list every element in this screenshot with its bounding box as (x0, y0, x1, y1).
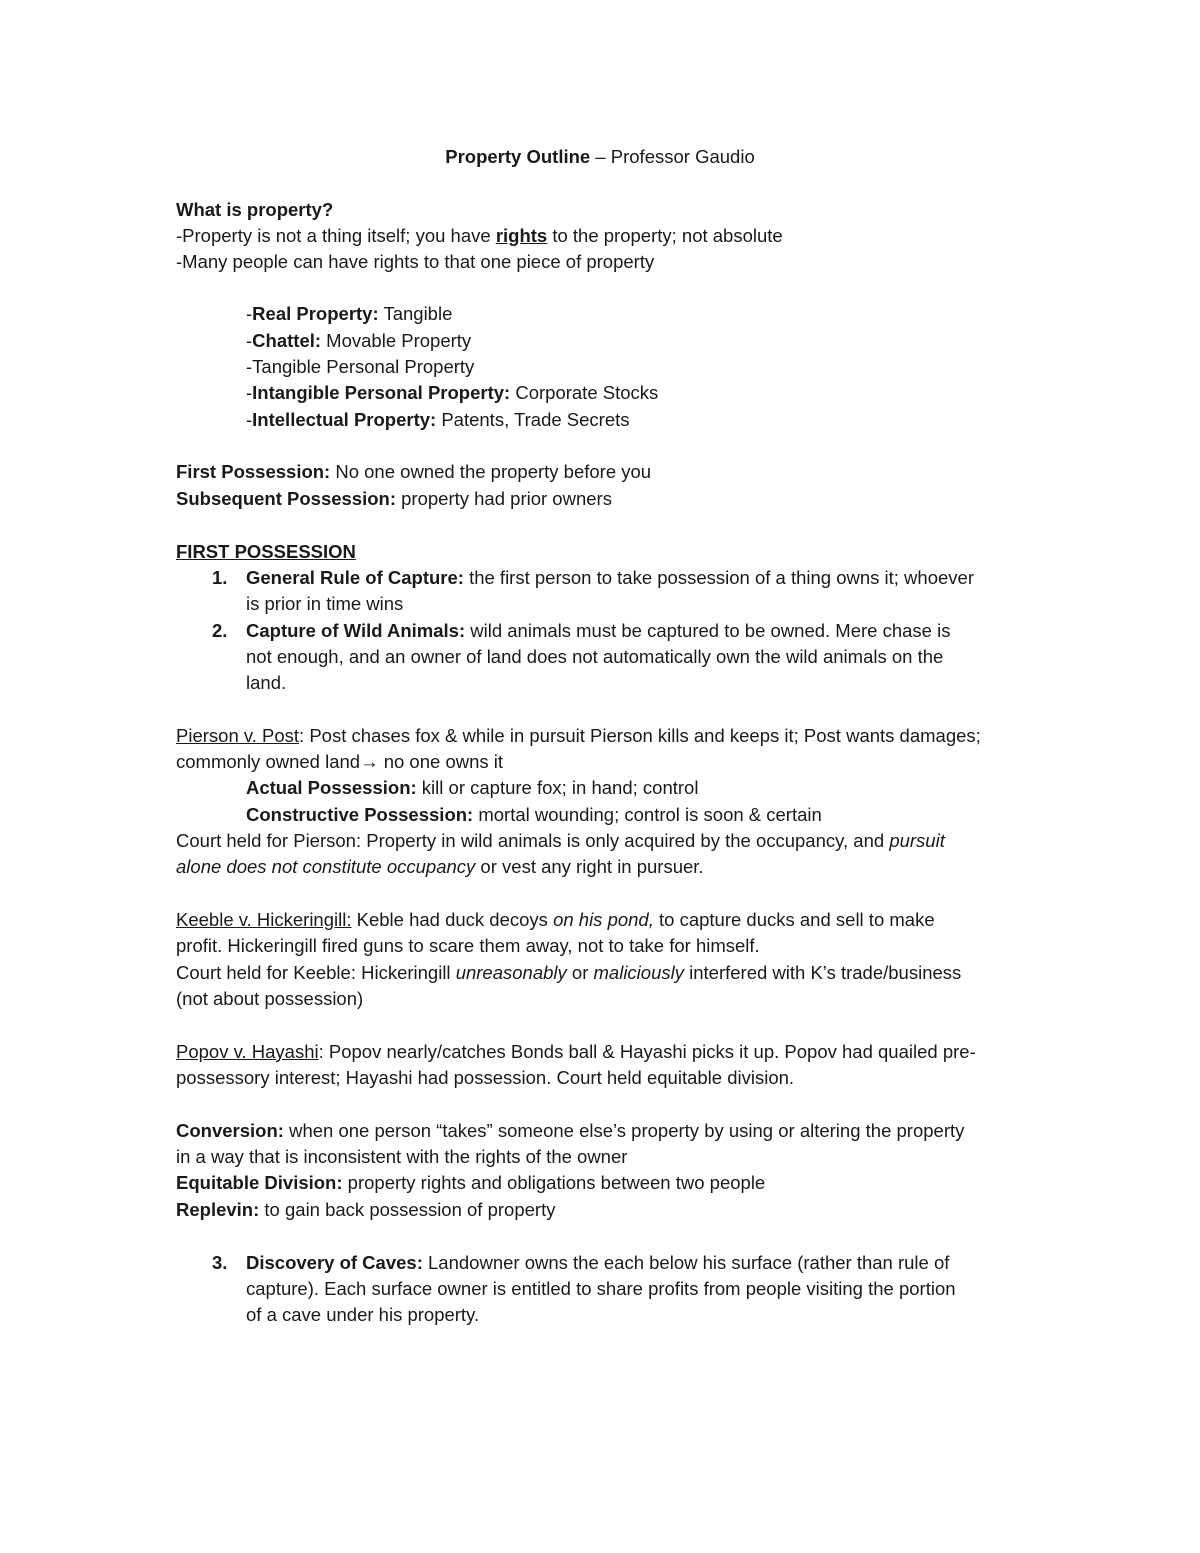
rule-wild-animals-line: land. (246, 672, 287, 693)
first-possession-definition: First Possession: No one owned the property before you (176, 461, 652, 482)
case-popov-line: Popov v. Hayashi: Popov nearly/catches Bonds ball & Hayashi picks it up. Popov had quailed pre- (176, 1041, 976, 1062)
arrow-icon: → (360, 751, 379, 772)
property-type-item: -Tangible Personal Property (246, 356, 475, 377)
case-name: Keeble v. Hickeringill: (176, 909, 352, 930)
property-type-item: -Intellectual Property: Patents, Trade Secrets (246, 409, 630, 430)
case-keeble-holding: Court held for Keeble: Hickeringill unreasonably or maliciously interfered with K’s trade/business (176, 962, 962, 983)
actual-possession-definition: Actual Possession: kill or capture fox; in hand; control (246, 777, 699, 798)
case-pierson-line: Pierson v. Post: Post chases fox & while in pursuit Pierson kills and keeps it; Post wants damages; (176, 725, 981, 746)
intro-line-1: -Property is not a thing itself; you have rights to the property; not absolute (176, 225, 783, 246)
rule-wild-animals-line: Capture of Wild Animals: wild animals must be captured to be owned. Mere chase is (246, 620, 951, 641)
case-popov-line: possessory interest; Hayashi had possession. Court held equitable division. (176, 1067, 795, 1088)
case-name: Pierson v. Post (176, 725, 300, 746)
conversion-definition: Conversion: when one person “takes” someone else’s property by using or altering the property (176, 1120, 965, 1141)
case-pierson-holding: alone does not constitute occupancy or vest any right in pursuer. (176, 856, 704, 877)
intro-line-2: -Many people can have rights to that one piece of property (176, 251, 655, 272)
rule-caves-line: capture). Each surface owner is entitled to share profits from people visiting the portion (246, 1278, 956, 1299)
conversion-definition: in a way that is inconsistent with the rights of the owner (176, 1146, 628, 1167)
case-pierson-line: commonly owned land→ no one owns it (176, 751, 504, 772)
rule-wild-animals-line: not enough, and an owner of land does not automatically own the wild animals on the (246, 646, 944, 667)
equitable-division-definition: Equitable Division: property rights and obligations between two people (176, 1172, 766, 1193)
case-keeble-holding: (not about possession) (176, 988, 364, 1009)
list-number: 2. (212, 620, 228, 641)
rule-caves-line: of a cave under his property. (246, 1304, 480, 1325)
case-pierson-holding: Court held for Pierson: Property in wild animals is only acquired by the occupancy, and pursuit (176, 830, 945, 851)
case-name: Popov v. Hayashi (176, 1041, 319, 1062)
intro-heading: What is property? (176, 199, 334, 220)
rule-capture-line: General Rule of Capture: the first person to take possession of a thing owns it; whoever (246, 567, 974, 588)
section-heading: FIRST POSSESSION (176, 541, 356, 562)
rule-capture-line: is prior in time wins (246, 593, 404, 614)
list-number: 1. (212, 567, 228, 588)
case-keeble-line: Keeble v. Hickeringill: Keble had duck decoys on his pond, to capture ducks and sell to make (176, 909, 935, 930)
property-type-item: -Chattel: Movable Property (246, 330, 472, 351)
property-type-item: -Real Property: Tangible (246, 303, 453, 324)
list-number: 3. (212, 1252, 228, 1273)
property-type-item: -Intangible Personal Property: Corporate Stocks (246, 382, 659, 403)
page-title: Property Outline – Professor Gaudio (445, 146, 755, 167)
case-keeble-line: profit. Hickeringill fired guns to scare them away, not to take for himself. (176, 935, 760, 956)
subsequent-possession-definition: Subsequent Possession: property had prior owners (176, 488, 612, 509)
constructive-possession-definition: Constructive Possession: mortal wounding; control is soon & certain (246, 804, 822, 825)
rule-caves-line: Discovery of Caves: Landowner owns the each below his surface (rather than rule of (246, 1252, 950, 1273)
replevin-definition: Replevin: to gain back possession of property (176, 1199, 556, 1220)
